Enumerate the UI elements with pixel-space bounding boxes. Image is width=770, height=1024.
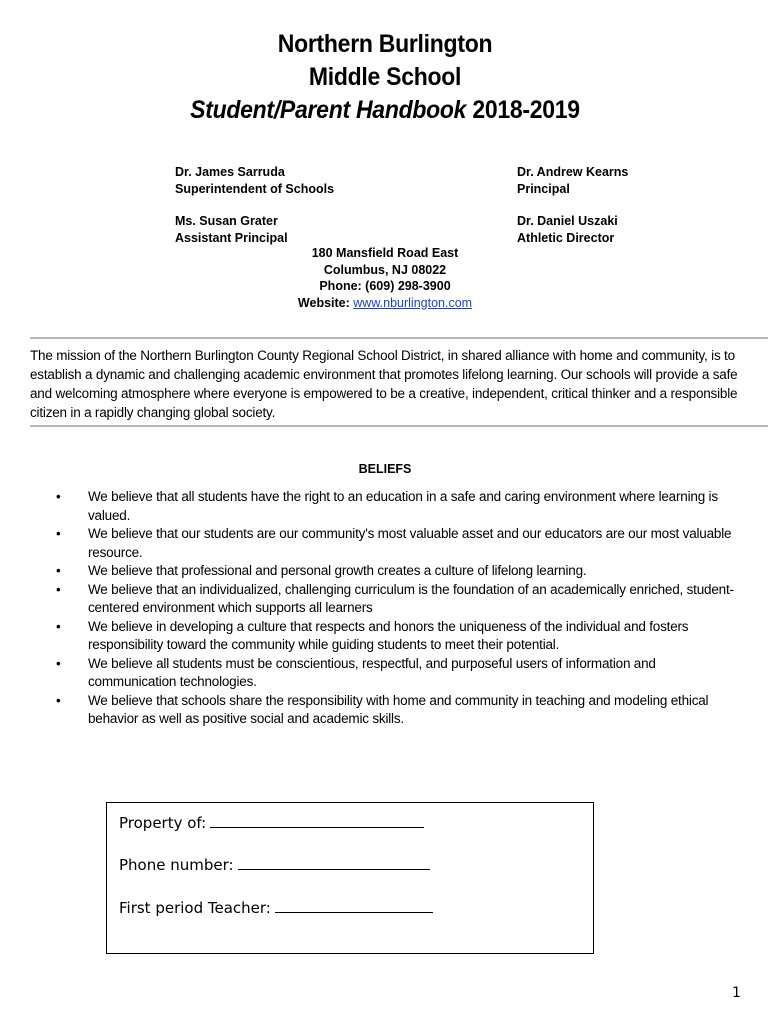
principal-title: Principal (517, 182, 570, 196)
title-line-3 (31, 94, 739, 127)
superintendent-title: Superintendent of Schools (175, 182, 335, 196)
belief-item: • We believe that all students have the right to an education in a safe and caring environment where learning is valued. (56, 489, 718, 523)
school-address (0, 245, 770, 311)
principal-block (517, 164, 628, 198)
first-period-teacher-blank[interactable] (275, 898, 433, 913)
bullet-icon: • (56, 692, 61, 708)
superintendent-block (175, 164, 334, 198)
website-label: Website: (297, 295, 354, 310)
divider-bottom (30, 425, 768, 427)
bullet-icon: • (56, 526, 61, 541)
bullet-icon: • (56, 489, 61, 504)
bullet-icon: • (56, 618, 61, 634)
title-line-1: Northern Burlington (277, 30, 493, 58)
handbook-title (31, 28, 739, 127)
beliefs-list (56, 488, 746, 729)
assistant-principal-name: Ms. Susan Grater (175, 214, 278, 228)
athletic-director-name: Dr. Daniel Uszaki (517, 214, 618, 228)
bullet-icon: • (56, 655, 61, 671)
title-year: 2018-2019 (466, 96, 580, 124)
address-website (0, 295, 770, 312)
title-handbook: Student/Parent Handbook (190, 96, 467, 124)
athletic-director-block (517, 213, 618, 247)
belief-item: • We believe that an individualized, challenging curriculum is the foundation of an academically enriched, student-centered environment which supports all learners (56, 581, 734, 615)
principal-name: Dr. Andrew Kearns (517, 165, 629, 179)
belief-item: • We believe that our students are our community's most valuable asset and our educators are our most valuable resource. (56, 526, 732, 560)
beliefs-heading: BELIEFS (358, 462, 412, 476)
address-phone: Phone: (609) 298-3900 (319, 279, 451, 293)
belief-item: • We believe all students must be conscientious, respectful, and purposeful users of information and communication technologies. (56, 655, 656, 689)
bullet-icon: • (56, 563, 61, 578)
belief-item: • We believe that professional and personal growth creates a culture of lifelong learning. (56, 562, 746, 581)
assistant-principal-block (175, 213, 288, 247)
assistant-principal-title: Assistant Principal (175, 231, 288, 245)
property-of-blank[interactable] (210, 813, 424, 828)
page-number: 1 (732, 985, 741, 1001)
address-street: 180 Mansfield Road East (311, 246, 459, 260)
divider-top (30, 337, 768, 339)
property-of-field[interactable] (119, 813, 424, 832)
property-box (106, 802, 594, 954)
address-city: Columbus, NJ 08022 (323, 262, 447, 277)
property-of-label: Property of: (119, 814, 207, 832)
belief-item: • We believe in developing a culture that respects and honors the uniqueness of the individual and fosters responsibility toward the community while guiding students to meet their potential. (56, 618, 689, 652)
phone-number-blank[interactable] (238, 855, 430, 870)
first-period-teacher-label: First period Teacher: (119, 899, 271, 917)
bullet-icon: • (56, 581, 61, 597)
first-period-teacher-field[interactable] (119, 898, 433, 917)
belief-item: • We believe that schools share the responsibility with home and community in teaching and modeling ethical behavior as well as positive social and academic skills. (56, 692, 709, 726)
website-link[interactable]: www.nburlington.com (353, 295, 473, 310)
mission-statement: The mission of the Northern Burlington County Regional School District, in shared alliance with home and community, is to establish a dynamic and challenging academic environment that promotes lifelong learning. Our schools will provide a safe and welcoming atmosphere where everyone is empowered to be a creative, independent, critical thinker and a responsible citizen in a rapidly changing global society. (30, 348, 738, 420)
phone-number-label: Phone number: (119, 856, 234, 874)
phone-number-field[interactable] (119, 855, 430, 874)
athletic-director-title: Athletic Director (517, 231, 615, 245)
superintendent-name: Dr. James Sarruda (175, 165, 285, 179)
title-line-2: Middle School (308, 63, 462, 91)
